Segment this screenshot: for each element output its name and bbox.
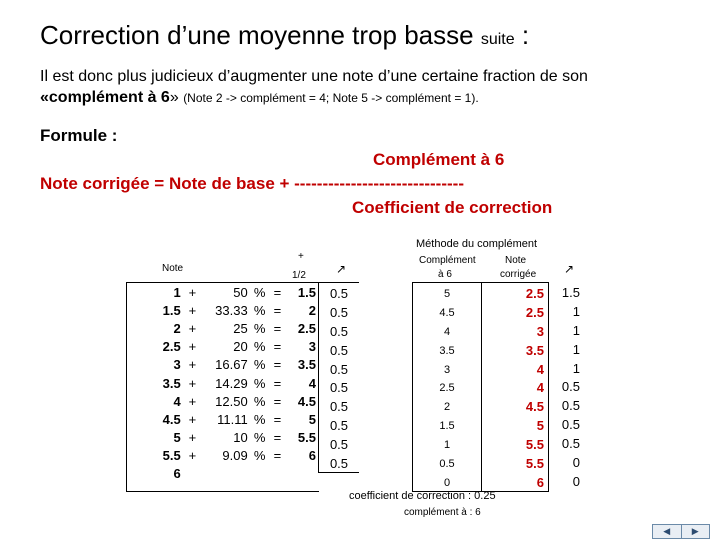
percent-cell: 16.67 xyxy=(215,357,248,373)
note-cell: 2 xyxy=(173,320,181,336)
percent-sign-cell: % xyxy=(253,302,266,318)
coef-cell: 0.5 xyxy=(329,456,349,472)
coef-cell: 0.5 xyxy=(329,304,349,320)
percent-sign-cell: % xyxy=(253,284,266,300)
coef-cell: 0.5 xyxy=(329,361,349,377)
plus-cell: + xyxy=(188,302,197,318)
complement-cell: 4 xyxy=(443,325,451,338)
right-header-note: Note xyxy=(505,255,527,266)
right-header-complement-2: à 6 xyxy=(438,269,452,280)
table-row xyxy=(127,338,319,356)
result-cell: 6 xyxy=(308,448,316,464)
complement-cell: 0 xyxy=(443,476,451,489)
increment-cell: 1 xyxy=(572,341,580,357)
intro-close-quote: » xyxy=(169,89,179,106)
table-row xyxy=(127,283,319,301)
result-cell: 5 xyxy=(308,411,316,427)
coef-cell: 0.5 xyxy=(329,342,349,358)
formula-numerator: Complément à 6 xyxy=(373,150,505,169)
coeff-label: coefficient de correction : xyxy=(349,490,472,502)
table-row xyxy=(127,429,319,447)
note-cell: 3 xyxy=(173,357,181,373)
left-coefficient-column xyxy=(318,282,359,473)
table-row xyxy=(127,447,319,465)
increment-cell: 0 xyxy=(572,473,580,489)
complement-cell: 3.5 xyxy=(439,344,455,357)
increment-cell: 0.5 xyxy=(561,417,580,433)
right-arrow-icon: ↗ xyxy=(564,262,575,276)
plus-cell: + xyxy=(188,375,197,391)
plus-cell: + xyxy=(188,448,197,464)
table-row xyxy=(127,410,319,428)
right-header-corrected: corrigée xyxy=(500,269,537,280)
percent-cell xyxy=(201,465,251,483)
percent-cell: 9.09 xyxy=(222,448,248,464)
corrected-cell: 2.5 xyxy=(525,286,544,301)
equals-cell: = xyxy=(273,411,282,427)
percent-sign-cell: % xyxy=(253,411,266,427)
increment-cell: 0.5 xyxy=(561,398,580,414)
result-cell: 1.5 xyxy=(297,284,316,300)
plus-cell: + xyxy=(188,284,197,300)
increment-cell: 1.5 xyxy=(561,285,580,300)
corrected-cell: 6 xyxy=(536,474,544,490)
coef-cell: 0.5 xyxy=(329,399,349,415)
plus-cell: + xyxy=(188,430,197,446)
formula-main-line: Note corrigée = Note de base + ------------------------------ xyxy=(40,174,464,193)
note-cell: 5.5 xyxy=(162,448,181,464)
complement-cell: 3 xyxy=(443,363,451,376)
table-row xyxy=(127,465,319,483)
equals-cell: = xyxy=(273,430,282,446)
plus-cell: + xyxy=(188,411,197,427)
note-cell: 2.5 xyxy=(162,339,181,355)
corrected-cell: 5.5 xyxy=(525,456,544,472)
equals-cell: = xyxy=(273,393,282,409)
increment-cell: 0.5 xyxy=(561,436,580,452)
note-percent-grid xyxy=(127,283,319,483)
left-header-note: Note xyxy=(162,263,184,274)
percent-sign-cell: % xyxy=(253,448,266,464)
result-cell: 2 xyxy=(308,302,316,318)
increment-cell: 0 xyxy=(572,455,580,471)
corrected-note-column xyxy=(482,283,548,491)
plus-cell: + xyxy=(188,357,197,373)
coeff-footer xyxy=(349,490,496,502)
equals-cell: = xyxy=(273,448,282,464)
plus-cell: + xyxy=(188,320,197,336)
table-row xyxy=(127,319,319,337)
percent-sign-cell: % xyxy=(253,393,266,409)
increment-cell: 1 xyxy=(572,360,580,376)
result-cell: 5.5 xyxy=(297,430,316,446)
note-cell: 4 xyxy=(173,393,181,409)
note-percent-table xyxy=(126,282,319,492)
percent-cell: 11.11 xyxy=(217,411,248,427)
corrected-cell: 5.5 xyxy=(525,437,544,453)
equals-cell: = xyxy=(273,375,282,391)
equals-cell: = xyxy=(273,302,282,318)
corrected-cell: 5 xyxy=(536,418,544,434)
result-cell: 2.5 xyxy=(297,320,316,336)
result-cell: 3.5 xyxy=(297,357,316,373)
percent-cell: 33.33 xyxy=(215,302,248,318)
complement-footer xyxy=(404,507,481,518)
note-cell: 3.5 xyxy=(162,375,181,391)
complement-cell: 1.5 xyxy=(439,420,455,433)
intro-line-2 xyxy=(40,89,479,107)
equals-cell: = xyxy=(273,357,282,373)
increment-column xyxy=(548,282,588,490)
percent-cell: 10 xyxy=(233,430,248,446)
equals-cell xyxy=(269,465,286,483)
table-row xyxy=(127,356,319,374)
left-arrow-icon: ↗ xyxy=(336,262,347,276)
intro-example: (Note 2 -> complément = 4; Note 5 -> complément = 1). xyxy=(183,91,479,105)
corrected-cell: 3.5 xyxy=(525,342,544,358)
equals-cell: = xyxy=(273,339,282,355)
note-cell: 1.5 xyxy=(162,302,181,318)
percent-sign-cell xyxy=(251,465,269,483)
note-cell: 6 xyxy=(173,466,181,482)
title-colon: : xyxy=(521,20,530,50)
intro-bold-term: «complément à 6 xyxy=(40,89,170,106)
complement-value: 6 xyxy=(475,507,481,518)
prev-slide-icon[interactable]: ◀ xyxy=(653,525,682,538)
increment-cell: 0.5 xyxy=(561,379,580,395)
percent-cell: 14.29 xyxy=(215,375,248,391)
percent-cell: 25 xyxy=(233,320,248,336)
plus-cell: + xyxy=(188,339,197,355)
complement-column xyxy=(413,283,482,491)
percent-sign-cell: % xyxy=(253,375,266,391)
percent-sign-cell: % xyxy=(253,320,266,336)
percent-cell: 50 xyxy=(233,284,248,300)
corrected-cell: 2.5 xyxy=(525,304,544,320)
equals-cell: = xyxy=(273,320,282,336)
left-header-half: 1/2 xyxy=(292,270,306,281)
percent-sign-cell: % xyxy=(253,357,266,373)
note-cell: 5 xyxy=(173,430,181,446)
percent-sign-cell: % xyxy=(253,339,266,355)
next-slide-icon[interactable]: ▶ xyxy=(691,526,699,536)
right-table-title: Méthode du complément xyxy=(416,238,538,250)
slide-nav[interactable] xyxy=(652,524,710,539)
coef-cell: 0.5 xyxy=(329,437,349,453)
coef-cell: 0.5 xyxy=(329,418,349,434)
left-header-plus: + xyxy=(298,251,304,262)
coef-cell: 0.5 xyxy=(329,323,349,339)
percent-cell: 20 xyxy=(233,339,248,355)
equals-cell: = xyxy=(273,284,282,300)
right-header-complement: Complément xyxy=(419,255,476,266)
formula-denominator: Coefficient de correction xyxy=(352,198,553,217)
result-cell: 3 xyxy=(308,339,316,355)
increment-cell: 1 xyxy=(572,322,580,338)
corrected-cell: 4 xyxy=(536,380,544,396)
complement-label: complément à : xyxy=(404,507,473,518)
title-suffix: suite xyxy=(480,31,515,48)
table-row xyxy=(127,392,319,410)
note-cell: 1 xyxy=(173,284,181,300)
corrected-cell: 4.5 xyxy=(525,399,544,415)
intro-line-1: Il est donc plus judicieux d’augmenter une note d’une certaine fraction de son xyxy=(40,68,588,85)
table-row xyxy=(127,374,319,392)
plus-cell xyxy=(184,465,201,483)
note-cell: 4.5 xyxy=(162,411,181,427)
complement-cell: 0.5 xyxy=(439,458,455,471)
increment-cell: 1 xyxy=(572,303,580,319)
complement-cell: 2.5 xyxy=(439,382,455,395)
complement-cell: 1 xyxy=(443,439,451,452)
title-text: Correction d’une moyenne trop basse xyxy=(40,20,474,50)
corrected-cell: 3 xyxy=(536,323,544,339)
coef-cell: 0.5 xyxy=(329,286,349,301)
result-cell: 4.5 xyxy=(297,393,316,409)
percent-cell: 12.50 xyxy=(215,393,248,409)
complement-cell: 5 xyxy=(443,288,451,300)
complement-cell: 4.5 xyxy=(439,306,455,319)
result-cell xyxy=(286,465,319,483)
table-row xyxy=(127,301,319,319)
complement-method-table xyxy=(412,282,549,492)
slide-title xyxy=(40,20,529,51)
plus-cell: + xyxy=(188,393,197,409)
percent-sign-cell: % xyxy=(253,430,266,446)
formula-label: Formule : xyxy=(40,126,118,145)
complement-cell: 2 xyxy=(443,401,451,414)
corrected-cell: 4 xyxy=(536,361,544,377)
coeff-value: 0.25 xyxy=(474,490,496,502)
coef-cell: 0.5 xyxy=(329,380,349,396)
result-cell: 4 xyxy=(308,375,316,391)
